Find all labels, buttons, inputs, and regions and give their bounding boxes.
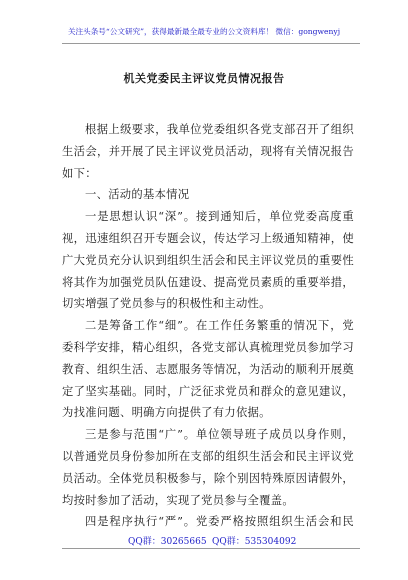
body-text-line: 二是筹备工作“细”。在工作任务繁重的情况下，党 [85, 319, 354, 333]
body-text-line: 均按时参加了活动，实现了党员参与全覆盖。 [62, 493, 294, 507]
body-text-line: 委科学安排，精心组织，各党支部认真梳理党员参加学习 [62, 340, 354, 354]
body-text-line: 切实增强了党员参与的积极性和主动性。 [62, 297, 271, 311]
body-text-line: 一、活动的基本情况 [85, 188, 190, 202]
document-body [62, 119, 354, 533]
body-text-line: 以普通党员身份参加所在支部的组织生活会和民主评议党 [62, 449, 354, 463]
body-text-line: 教育、组织生活、志愿服务等情况，为活动的顺利开展奠 [62, 362, 354, 376]
body-text-line: 如下： [62, 166, 97, 180]
body-text-line: 广大党员充分认识到组织生活会和民主评议党员的重要性 [62, 253, 354, 267]
body-text-line: 一是思想认识“深”。接到通知后，单位党委高度重 [85, 210, 354, 224]
body-text-line: 员活动。全体党员积极参与，除个别因特殊原因请假外， [62, 471, 354, 485]
header-banner: 关注头条号“公文研究”，获得最新最全最专业的公文资料库！ 微信：gongwenyj [67, 27, 341, 36]
footer-qq-group-1: QQ群：30265665 [128, 537, 207, 547]
body-text-line: 根据上级要求，我单位党委组织各党支部召开了组织 [85, 123, 354, 136]
body-text-line: 定了坚实基础。同时，广泛征求党员和群众的意见建议， [62, 384, 354, 398]
body-text-line: 视，迅速组织召开专题会议，传达学习上级通知精神，使 [62, 231, 354, 245]
body-text-line: 将其作为加强党员队伍建设、提高党员素质的重要举措， [62, 275, 354, 289]
body-text-line: 生活会，并开展了民主评议党员活动，现将有关情况报告 [62, 144, 354, 158]
body-text-line: 三是参与范围“广”。单位领导班子成员以身作则， [85, 428, 354, 442]
footer-qq-group-2: QQ群：535304092 [212, 537, 297, 547]
footer-divider [62, 548, 360, 549]
document-title: 机关党委民主评议党员情况报告 [123, 72, 285, 85]
body-text-line: 四是程序执行“严”。党委严格按照组织生活会和民 [85, 515, 354, 529]
body-text-line: 为找准问题、明确方向提供了有力依据。 [62, 406, 271, 420]
header-divider [62, 43, 360, 44]
